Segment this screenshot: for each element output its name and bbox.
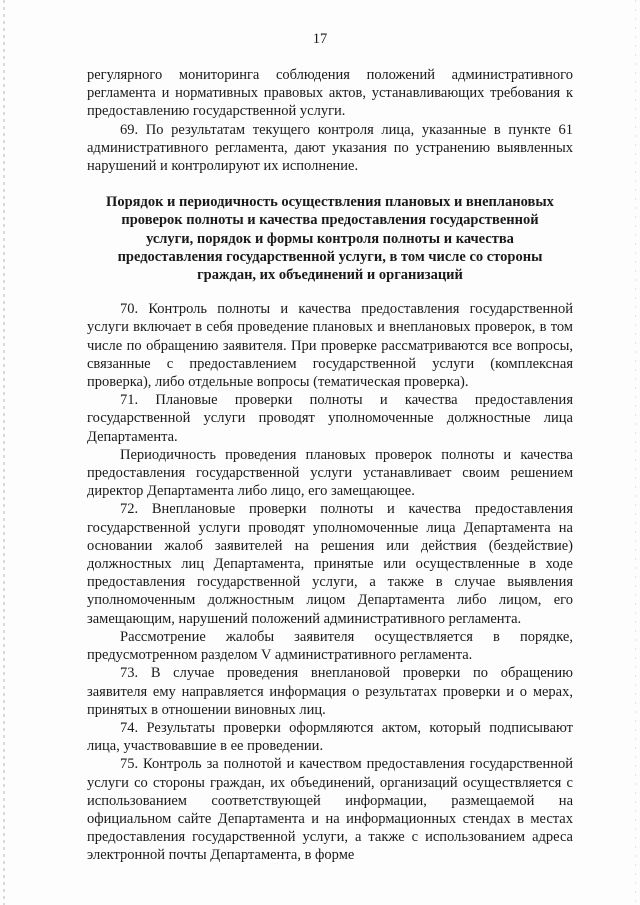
scan-edge-right [635,0,636,905]
paragraph-complaint: Рассмотрение жалобы заявителя осуществляется в порядке, предусмотренном разделом V административного регламента. [87,628,573,664]
section-heading: Порядок и периодичность осуществления плановых и внеплановых проверок полноты и качества предоставления государственной услуги, порядок и формы контроля полноты и качества предоставления государственной услуги, в том числе со стороны граждан, их объединений и организаций [106,194,554,284]
paragraph-continuation: регулярного мониторинга соблюдения положений административного регламента и нормативных правовых актов, устанавливающих требования к предоставлению государственной услуги. [87,67,573,120]
paragraph-74: 74. Результаты проверки оформляются актом, который подписывают лица, участвовавшие в ее проведении. [87,719,573,755]
paragraph-72: 72. Внеплановые проверки полноты и качества предоставления государственной услуги проводят уполномоченные лица Департамента на основании жалоб заявителей на решения или действия (бездействие) должностных лиц Департамента, принятые или осуществленные в ходе предоставления государственной услуги, а также в случае выявления уполномоченным должностным лицом Департамента либо лицом, его замещающим, нарушений положений административного регламента. [87,501,573,627]
page-number: 17 [312,31,328,47]
scan-edge-left [3,0,5,905]
paragraph-69: 69. По результатам текущего контроля лица, указанные в пункте 61 административного регламента, дают указания по устранению выявленных нарушений и контролируют их исполнение. [87,121,573,175]
paragraph-75: 75. Контроль за полнотой и качеством предоставления государственной услуги со стороны граждан, их объединений, организаций осуществляется с использованием соответствующей информации, размещаемой на официальном сайте Департамента и на информационных стендах в местах предоставления государственной услуги, а также с использованием адреса электронной почты Департамента, в форме [87,756,573,864]
paragraph-periodicity: Периодичность проведения плановых проверок полноты и качества предоставления государственной услуги устанавливает своим решением директор Департамента либо лицо, его замещающее. [87,446,573,500]
document-body [87,66,573,865]
paragraph-70: 70. Контроль полноты и качества предоставления государственной услуги включает в себя проведение плановых и внеплановых проверок, в том числе по обращению заявителя. При проверке рассматриваются все вопросы, связанные с предоставлением государственной услуги (комплексная проверка), либо отдельные вопросы (тематическая проверка). [87,301,573,391]
paragraph-73: 73. В случае проведения внеплановой проверки по обращению заявителя ему направляется информация о результатах проверки и о мерах, принятых в отношении виновных лиц. [87,665,573,718]
paragraph-71: 71. Плановые проверки полноты и качества предоставления государственной услуги проводят уполномоченные должностные лица Департамента. [87,392,573,445]
